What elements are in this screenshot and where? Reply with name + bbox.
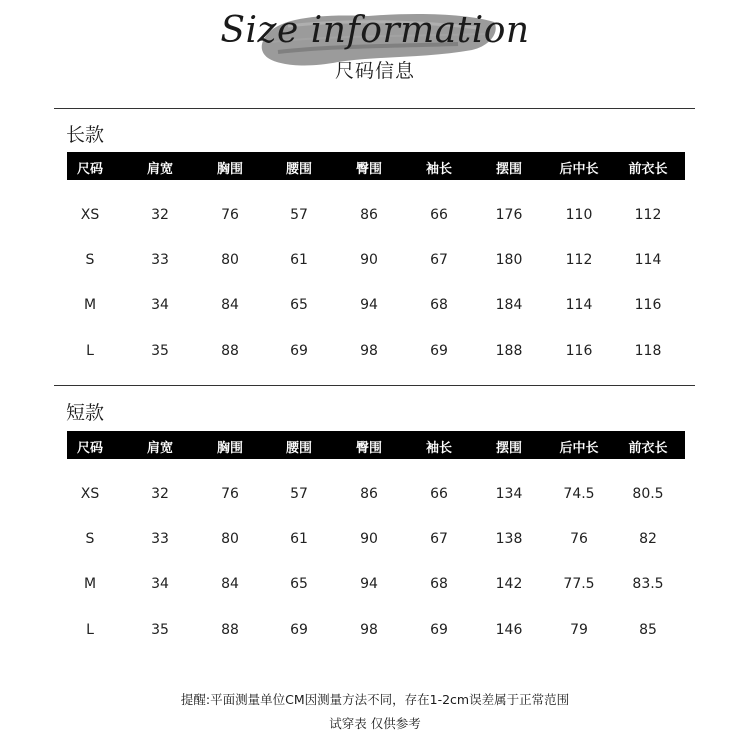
table-cell: 34	[151, 297, 169, 313]
table-cell: 188	[495, 343, 523, 359]
table-cell: 110	[565, 207, 593, 223]
header-cell: 臀围	[355, 441, 382, 456]
table-cell: 33	[151, 531, 169, 547]
table-cell: L	[86, 343, 94, 359]
table-cell: 84	[221, 297, 239, 313]
table-row	[67, 622, 685, 642]
table-cell: 116	[565, 343, 593, 359]
table-cell: 94	[360, 576, 378, 592]
table-cell: 32	[151, 207, 169, 223]
reference-note: 试穿表 仅供参考	[329, 716, 421, 731]
table-cell: 86	[360, 486, 378, 502]
header-cell: 胸围	[216, 162, 243, 177]
table-header-short	[67, 431, 685, 459]
table-cell: 74.5	[563, 486, 595, 502]
table-cell: S	[85, 531, 95, 547]
header-cell: 尺码	[76, 441, 103, 456]
header-cell: 前衣长	[628, 441, 668, 456]
table-cell: 80	[221, 252, 239, 268]
table-cell: 84	[221, 576, 239, 592]
section-divider	[54, 108, 695, 109]
table-cell: XS	[80, 207, 100, 223]
table-cell: 114	[634, 252, 662, 268]
table-cell: 90	[360, 252, 378, 268]
table-cell: 83.5	[632, 576, 664, 592]
table-cell: 112	[565, 252, 593, 268]
table-cell: 76	[221, 486, 239, 502]
table-header-long	[67, 152, 685, 180]
header-cell: 胸围	[216, 441, 243, 456]
table-cell: 35	[151, 622, 169, 638]
table-cell: 67	[430, 252, 448, 268]
header-cell: 摆围	[495, 162, 522, 177]
table-cell: 57	[290, 486, 308, 502]
table-row	[67, 576, 685, 596]
table-cell: M	[83, 297, 97, 313]
table-cell: 176	[495, 207, 523, 223]
table-row	[67, 252, 685, 272]
measurement-note: 提醒:平面测量单位CM因测量方法不同，存在1-2cm误差属于正常范围	[180, 692, 570, 707]
table-cell: 80.5	[632, 486, 664, 502]
table-cell: 88	[221, 622, 239, 638]
table-cell: S	[85, 252, 95, 268]
section-title-long: 长款	[66, 124, 105, 146]
table-cell: 66	[430, 486, 448, 502]
table-cell: L	[86, 622, 94, 638]
table-cell: 114	[565, 297, 593, 313]
table-cell: 79	[570, 622, 588, 638]
table-cell: 112	[634, 207, 662, 223]
table-cell: 68	[430, 297, 448, 313]
table-cell: 184	[495, 297, 523, 313]
table-cell: 138	[495, 531, 523, 547]
table-cell: 69	[290, 343, 308, 359]
table-row	[67, 486, 685, 506]
header-cell: 后中长	[559, 441, 599, 456]
table-cell: 80	[221, 531, 239, 547]
table-cell: 94	[360, 297, 378, 313]
section-title-short: 短款	[66, 402, 105, 424]
header-cell: 袖长	[425, 162, 452, 177]
table-cell: 65	[290, 297, 308, 313]
page-header	[0, 0, 750, 100]
table-cell: XS	[80, 486, 100, 502]
table-cell: 116	[634, 297, 662, 313]
table-cell: 90	[360, 531, 378, 547]
table-cell: 85	[639, 622, 657, 638]
table-row	[67, 531, 685, 551]
table-cell: 69	[430, 343, 448, 359]
header-cell: 肩宽	[146, 162, 173, 177]
table-cell: 88	[221, 343, 239, 359]
section-divider	[54, 385, 695, 386]
table-cell: 35	[151, 343, 169, 359]
header-cell: 臀围	[355, 162, 382, 177]
header-cell: 腰围	[285, 162, 312, 177]
table-cell: 77.5	[563, 576, 595, 592]
table-cell: 68	[430, 576, 448, 592]
table-cell: 146	[495, 622, 523, 638]
header-cell: 肩宽	[146, 441, 173, 456]
table-cell: 61	[290, 531, 308, 547]
table-cell: M	[83, 576, 97, 592]
table-cell: 76	[570, 531, 588, 547]
table-cell: 82	[639, 531, 657, 547]
table-row	[67, 297, 685, 317]
header-cell: 后中长	[559, 162, 599, 177]
header-cell: 前衣长	[628, 162, 668, 177]
table-cell: 98	[360, 622, 378, 638]
table-cell: 118	[634, 343, 662, 359]
table-cell: 180	[495, 252, 523, 268]
table-cell: 86	[360, 207, 378, 223]
header-cell: 摆围	[495, 441, 522, 456]
table-cell: 32	[151, 486, 169, 502]
table-row	[67, 207, 685, 227]
table-cell: 98	[360, 343, 378, 359]
table-row	[67, 343, 685, 363]
table-cell: 142	[495, 576, 523, 592]
header-cell: 腰围	[285, 441, 312, 456]
table-cell: 66	[430, 207, 448, 223]
table-cell: 69	[430, 622, 448, 638]
table-cell: 69	[290, 622, 308, 638]
page-title-cn: 尺码信息	[334, 60, 415, 82]
page-title-en: Size information	[220, 10, 530, 51]
table-cell: 134	[495, 486, 523, 502]
table-cell: 33	[151, 252, 169, 268]
table-cell: 76	[221, 207, 239, 223]
table-cell: 67	[430, 531, 448, 547]
table-cell: 34	[151, 576, 169, 592]
table-cell: 61	[290, 252, 308, 268]
header-cell: 尺码	[76, 162, 103, 177]
header-cell: 袖长	[425, 441, 452, 456]
table-cell: 65	[290, 576, 308, 592]
table-cell: 57	[290, 207, 308, 223]
